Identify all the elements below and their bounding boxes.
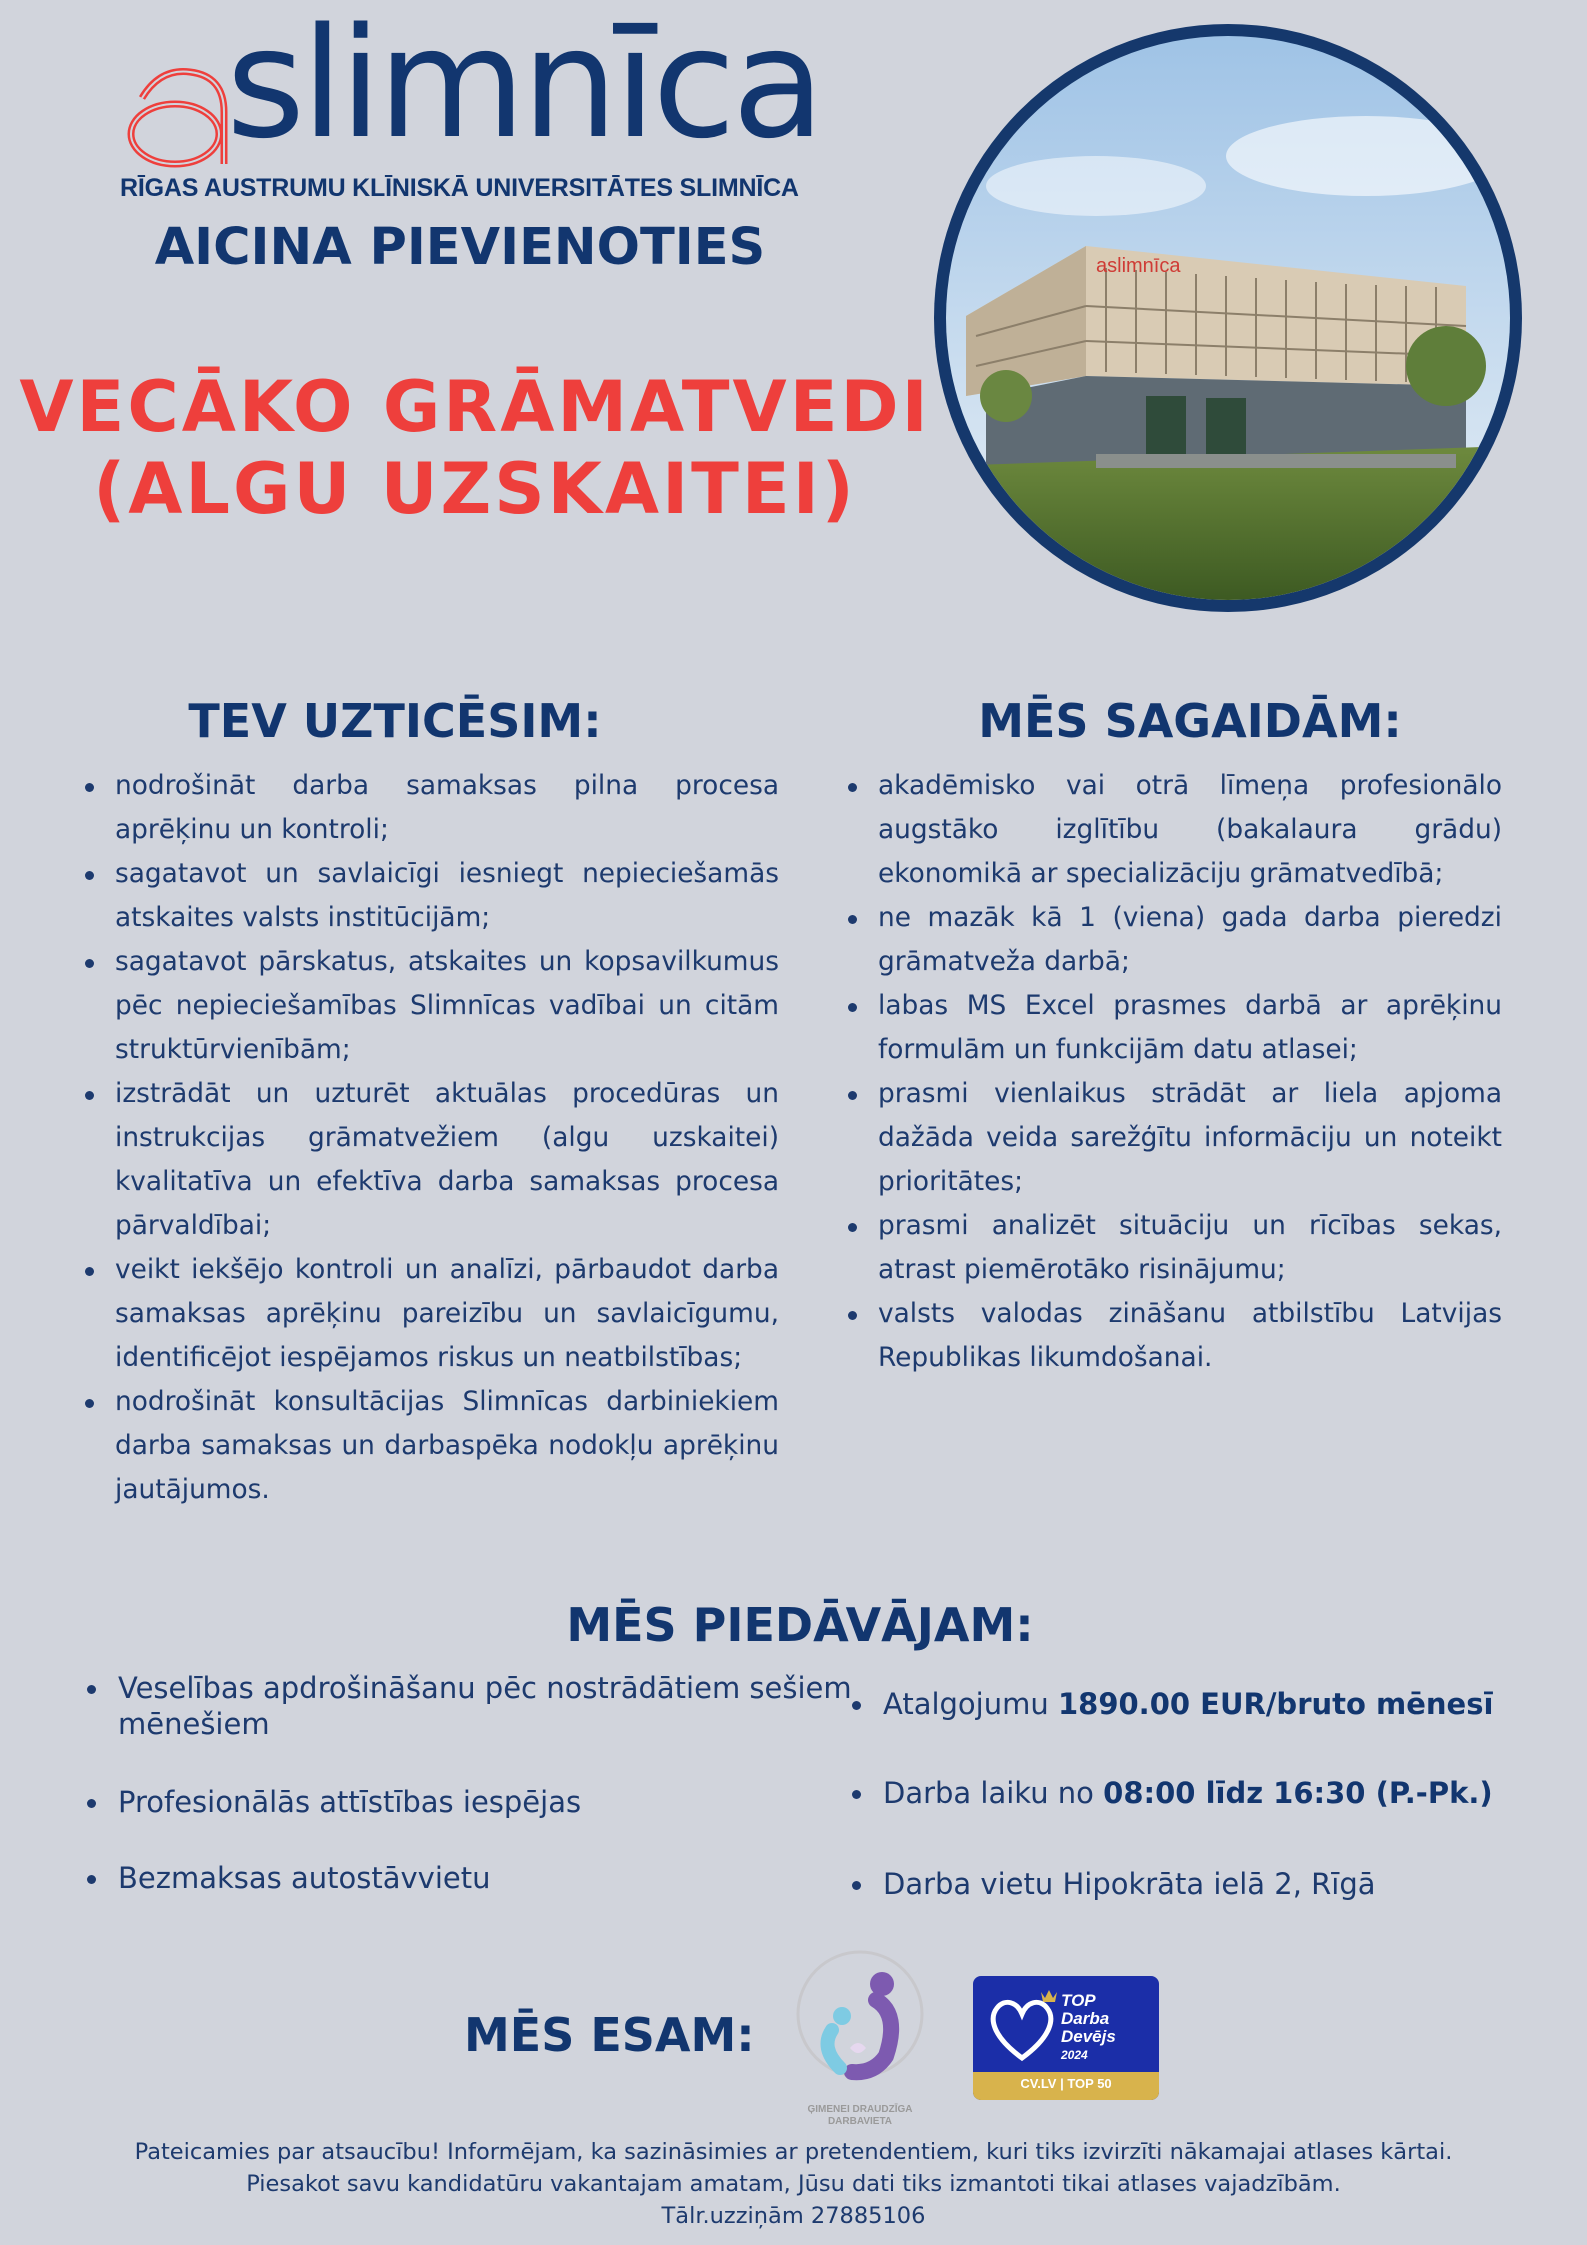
- badge-line1: TOP: [1061, 1991, 1096, 2010]
- top-employer-badge: [973, 1976, 1159, 2100]
- building-illustration: [946, 36, 1510, 600]
- footer-note: [40, 2136, 1547, 2232]
- footer-line2: Piesakot savu kandidatūru vakantajam amatam, Jūsu dati tiks izmantoti tikai atlases vajadzībām.: [246, 2171, 1341, 2197]
- list-item: prasmi analizēt situāciju un rīcības sekas, atrast piemērotāko risinājumu;: [848, 1204, 1502, 1292]
- list-item: sagatavot pārskatus, atskaites un kopsavilkumus pēc nepieciešamības Slimnīcas vadībai un citām struktūrvienībām;: [85, 940, 779, 1072]
- offer-heading: MĒS PIEDĀVĀJAM:: [566, 1598, 1034, 1652]
- expect-heading: MĒS SAGAIDĀM:: [978, 694, 1402, 748]
- salary-prefix: Atalgojumu: [883, 1687, 1058, 1721]
- brand-logo-letter: [120, 60, 238, 170]
- list-item: sagatavot un savlaicīgi iesniegt nepieciešamās atskaites valsts institūcijām;: [85, 852, 779, 940]
- offer-health: Veselības apdrošināšanu pēc nostrādātiem sešiem mēnešiem: [85, 1670, 868, 1742]
- footer-phone: Tālr.uzziņām 27885106: [661, 2203, 926, 2229]
- brand-subtitle: RĪGAS AUSTRUMU KLĪNISKĀ UNIVERSITĀTES SLIMNĪCA: [120, 174, 799, 202]
- list-item: izstrādāt un uzturēt aktuālas procedūras un instrukcijas grāmatvežiem (algu uzskaitei) kvalitatīva un efektīva darba samaksas procesa pārvaldībai;: [85, 1072, 779, 1248]
- list-item: labas MS Excel prasmes darbā ar aprēķinu formulām un funkcijām datu atlasei;: [848, 984, 1502, 1072]
- hours-prefix: Darba laiku no: [883, 1776, 1104, 1810]
- expect-list: [848, 764, 1502, 1380]
- list-item: nodrošināt konsultācijas Slimnīcas darbiniekiem darba samaksas un darbaspēka nodokļu aprēķinu jautājumos.: [85, 1380, 779, 1512]
- family-caption-line2: DARBAVIETA: [827, 2116, 893, 2127]
- badge-text: [1061, 1992, 1116, 2046]
- offer-development: Profesionālās attīstības iespējas: [85, 1784, 818, 1820]
- list-item: valsts valodas zināšanu atbilstību Latvijas Republikas likumdošanai.: [848, 1292, 1502, 1380]
- building-sign: aslimnīca: [1096, 255, 1181, 277]
- trust-heading: TEV UZTICĒSIM:: [188, 694, 602, 748]
- hospital-building-image: [934, 24, 1522, 612]
- job-title-line1: VECĀKO GRĀMATVEDI: [19, 366, 931, 448]
- we-are-heading: MĒS ESAM:: [464, 2008, 755, 2062]
- family-friendly-caption: [790, 2104, 930, 2128]
- job-title: [10, 366, 940, 530]
- badge-footer: CV.LV | TOP 50: [1020, 2076, 1112, 2091]
- hours-value: 08:00 līdz 16:30 (P.-Pk.): [1103, 1776, 1493, 1810]
- list-item: veikt iekšējo kontroli un analīzi, pārbaudot darba samaksas aprēķinu pareizību un savlaicīgumu, identificējot iespējamos riskus un neatbilstības;: [85, 1248, 779, 1380]
- offer-hours: [850, 1775, 1583, 1811]
- badge-line2: Darba: [1061, 2009, 1110, 2028]
- offer-location: Darba vietu Hipokrāta ielā 2, Rīgā: [850, 1866, 1583, 1902]
- salary-value: 1890.00 EUR/bruto mēnesī: [1057, 1687, 1494, 1721]
- badge-year: 2024: [1061, 2048, 1088, 2062]
- badge-line3: Devējs: [1061, 2027, 1116, 2046]
- trust-list: [85, 764, 779, 1512]
- list-item: prasmi vienlaikus strādāt ar liela apjoma dažāda veida sarežģītu informāciju un noteikt prioritātes;: [848, 1072, 1502, 1204]
- heart-crown-icon: [987, 1988, 1057, 2066]
- footer-line1: Pateicamies par atsaucību! Informējam, ka sazināsimies ar pretendentiem, kuri tiks izvirzīti nākamajai atlases kārtai.: [134, 2139, 1453, 2165]
- offer-salary: [850, 1686, 1583, 1722]
- family-friendly-logo: [790, 1944, 930, 2094]
- brand-logo-word: slimnīca: [226, 0, 821, 172]
- invite-heading: AICINA PIEVIENOTIES: [154, 218, 766, 277]
- list-item: nodrošināt darba samaksas pilna procesa aprēķinu un kontroli;: [85, 764, 779, 852]
- job-title-line2: (ALGU UZSKAITEI): [93, 448, 857, 530]
- list-item: akadēmisko vai otrā līmeņa profesionālo augstāko izglītību (bakalaura grādu) ekonomikā ar specializāciju grāmatvedībā;: [848, 764, 1502, 896]
- family-caption-line1: ĢIMENEI DRAUDZĪGA: [807, 2104, 913, 2115]
- list-item: ne mazāk kā 1 (viena) gada darba pieredzi grāmatveža darbā;: [848, 896, 1502, 984]
- offer-parking: Bezmaksas autostāvvietu: [85, 1860, 818, 1896]
